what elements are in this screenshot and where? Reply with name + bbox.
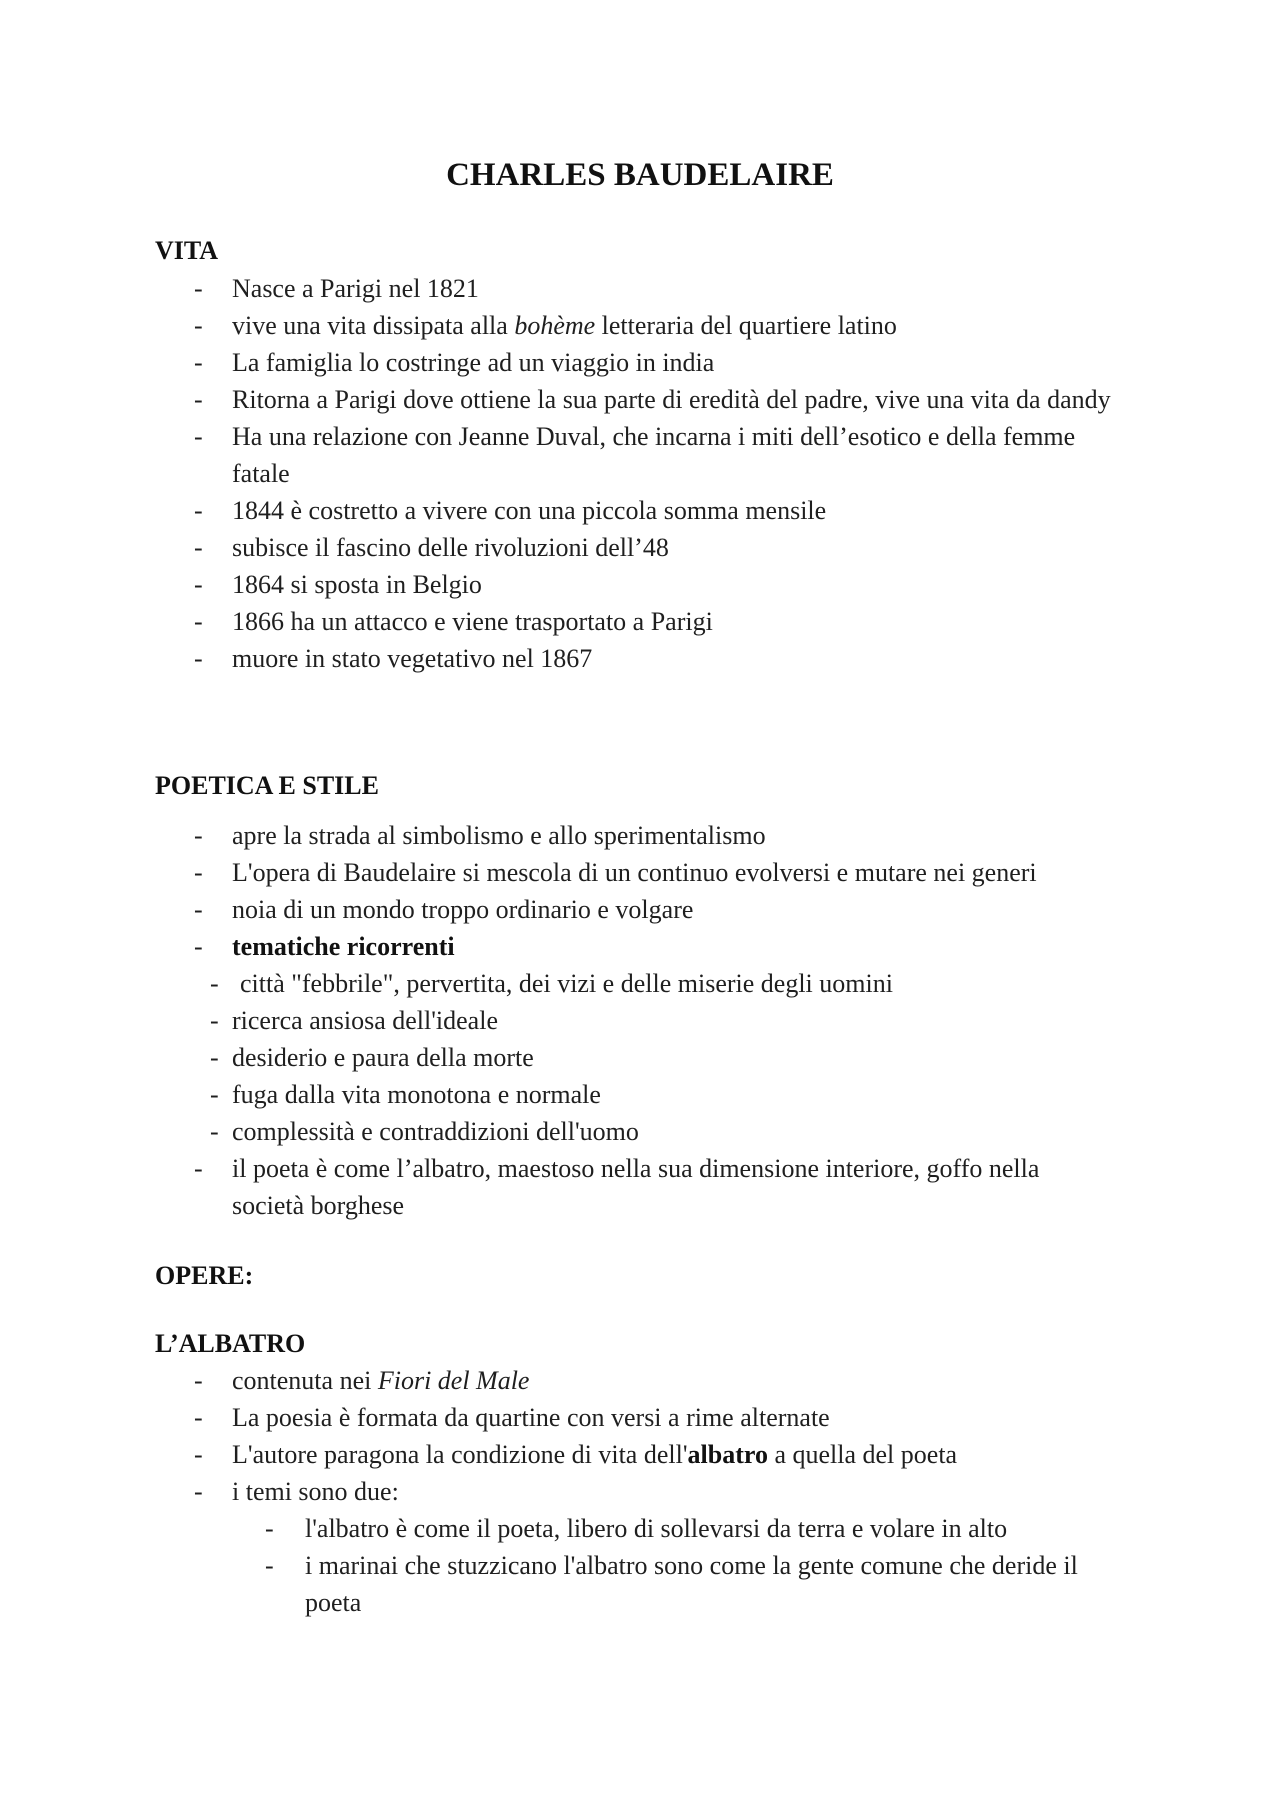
list-item: - La poesia è formata da quartine con versi a rime alternate bbox=[0, 1399, 1112, 1436]
sub-list-item: - l'albatro è come il poeta, libero di sollevarsi da terra e volare in alto bbox=[0, 1510, 1120, 1547]
sub-list-item: - città "febbrile", pervertita, dei vizi e delle miserie degli uomini bbox=[0, 965, 1120, 1002]
dash-bullet: - bbox=[194, 1440, 203, 1469]
dash-bullet: - bbox=[265, 1551, 274, 1580]
dash-bullet: - bbox=[194, 570, 203, 599]
list-item: - L'opera di Baudelaire si mescola di un continuo evolversi e mutare nei generi bbox=[0, 854, 1112, 891]
albatro-list bbox=[0, 1362, 1280, 1621]
dash-bullet: - bbox=[194, 607, 203, 636]
vita-list bbox=[0, 270, 1280, 677]
list-item: - 1844 è costretto a vivere con una piccola somma mensile bbox=[0, 492, 1112, 529]
list-item: - Ritorna a Parigi dove ottiene la sua parte di eredità del padre, vive una vita da dandy bbox=[0, 381, 1112, 418]
sub-list-item: - i marinai che stuzzicano l'albatro sono come la gente comune che deride il poeta bbox=[0, 1547, 1120, 1621]
dash-bullet: - bbox=[210, 1006, 219, 1035]
dash-bullet: - bbox=[194, 348, 203, 377]
dash-bullet: - bbox=[194, 821, 203, 850]
list-item: - L'autore paragona la condizione di vita dell'albatro a quella del poeta bbox=[0, 1436, 1112, 1473]
list-item: - Nasce a Parigi nel 1821 bbox=[0, 270, 1112, 307]
list-item: - Ha una relazione con Jeanne Duval, che incarna i miti dell’esotico e della femme fatale bbox=[0, 418, 1112, 492]
list-item: - vive una vita dissipata alla bohème letteraria del quartiere latino bbox=[0, 307, 1112, 344]
sub-list-item: - fuga dalla vita monotona e normale bbox=[0, 1076, 1112, 1113]
sub-list-item: - desiderio e paura della morte bbox=[0, 1039, 1112, 1076]
dash-bullet: - bbox=[194, 932, 203, 961]
dash-bullet: - bbox=[265, 1514, 274, 1543]
dash-bullet: - bbox=[194, 1154, 203, 1183]
dash-bullet: - bbox=[210, 969, 219, 998]
dash-bullet: - bbox=[194, 496, 203, 525]
dash-bullet: - bbox=[194, 422, 203, 451]
list-item: - muore in stato vegetativo nel 1867 bbox=[0, 640, 1112, 677]
dash-bullet: - bbox=[210, 1117, 219, 1146]
sub-list-item: - complessità e contraddizioni dell'uomo bbox=[0, 1113, 1112, 1150]
list-item: - i temi sono due: bbox=[0, 1473, 1112, 1510]
section-heading-albatro: L’ALBATRO bbox=[155, 1329, 306, 1358]
dash-bullet: - bbox=[194, 1477, 203, 1506]
dash-bullet: - bbox=[210, 1043, 219, 1072]
list-item: - apre la strada al simbolismo e allo sperimentalismo bbox=[0, 817, 1112, 854]
poetica-list bbox=[0, 817, 1280, 1224]
section-heading-opere: OPERE: bbox=[155, 1261, 254, 1290]
list-item: - contenuta nei Fiori del Male bbox=[0, 1362, 1112, 1399]
dash-bullet: - bbox=[194, 858, 203, 887]
dash-bullet: - bbox=[194, 1403, 203, 1432]
dash-bullet: - bbox=[194, 644, 203, 673]
section-heading-poetica: POETICA E STILE bbox=[155, 771, 379, 800]
list-item: - noia di un mondo troppo ordinario e volgare bbox=[0, 891, 1112, 928]
list-item: - il poeta è come l’albatro, maestoso nella sua dimensione interiore, goffo nella società borghese bbox=[0, 1150, 1112, 1224]
dash-bullet: - bbox=[194, 311, 203, 340]
list-item: - subisce il fascino delle rivoluzioni dell’48 bbox=[0, 529, 1112, 566]
list-item: - 1866 ha un attacco e viene trasportato a Parigi bbox=[0, 603, 1112, 640]
list-item: - 1864 si sposta in Belgio bbox=[0, 566, 1112, 603]
dash-bullet: - bbox=[194, 1366, 203, 1395]
list-item: - La famiglia lo costringe ad un viaggio in india bbox=[0, 344, 1112, 381]
dash-bullet: - bbox=[194, 274, 203, 303]
dash-bullet: - bbox=[194, 533, 203, 562]
page-title: CHARLES BAUDELAIRE bbox=[446, 157, 834, 193]
dash-bullet: - bbox=[194, 895, 203, 924]
section-heading-vita: VITA bbox=[155, 236, 219, 265]
dash-bullet: - bbox=[210, 1080, 219, 1109]
sub-list-item: - ricerca ansiosa dell'ideale bbox=[0, 1002, 1112, 1039]
list-item: - tematiche ricorrenti bbox=[0, 928, 1112, 965]
dash-bullet: - bbox=[194, 385, 203, 414]
